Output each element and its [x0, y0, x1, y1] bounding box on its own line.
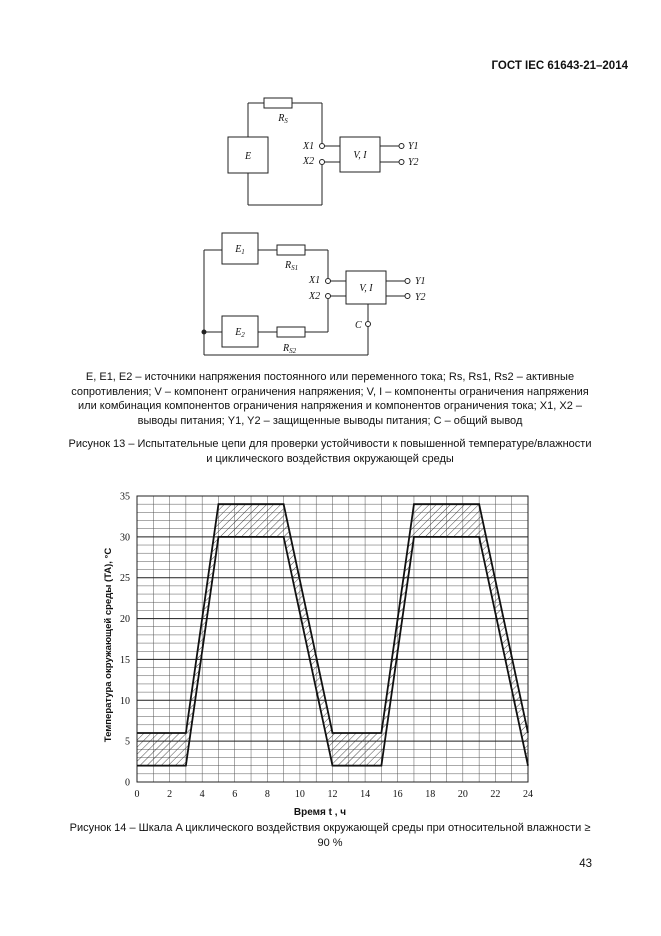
resistor-rs1	[277, 245, 305, 255]
legend-line-3: или комбинация компонентов ограничения напряжения и компонентов ограничения тока; X1, X2 –	[78, 400, 582, 412]
y-tick-label: 10	[120, 695, 130, 707]
figure-13-line-1: Рисунок 13 – Испытательные цепи для проверки устойчивости к повышенной температуре/влажности	[68, 438, 592, 450]
figure-13-line-2: и циклического воздействия окружающей среды	[206, 452, 454, 465]
legend-line-1: E, E1, E2 – источники напряжения постоянного или переменного тока; Rs, Rs1, Rs2 – активные	[85, 371, 575, 383]
y-axis-label: Температура окружающей среды (TA), °C	[103, 547, 114, 743]
figure-14-line-1: Рисунок 14 – Шкала A циклического воздействия окружающей среды при относительной влажности ≥	[69, 822, 591, 834]
component-vi-label: V, I	[353, 150, 367, 161]
x-tick-label: 6	[232, 789, 238, 800]
circuit-diagram-2	[0, 215, 661, 365]
x-tick-label: 8	[264, 789, 270, 800]
legend-line-4: выводы питания; Y1, Y2 – защищенные выводы питания; C – общий вывод	[137, 414, 523, 427]
x-tick-label: 20	[457, 789, 468, 800]
output-y1-label-2: Y1	[415, 276, 426, 287]
x-tick-label: 10	[294, 789, 305, 800]
x-tick-label: 4	[199, 789, 205, 800]
legend-line-2: сопротивления; V – компонент ограничения напряжения; V, I – компоненты ограничения напряжения	[71, 385, 589, 398]
temperature-cycle-chart	[0, 480, 661, 820]
y-tick-label: 5	[125, 736, 130, 748]
circuit-legend	[70, 370, 590, 428]
x-axis-label: Время t , ч	[293, 807, 347, 818]
y-tick-label: 35	[120, 491, 130, 503]
y-tick-label: 20	[120, 614, 130, 626]
terminal-x1-label: X1	[303, 141, 315, 152]
y-tick-label: 25	[120, 573, 130, 585]
svg-text:E2: $E_2$	[235, 327, 245, 339]
svg-text:E1: $E_1$	[235, 244, 245, 256]
resistor-rs	[264, 98, 292, 108]
y-tick-label: 0	[125, 777, 130, 789]
x-tick-label: 24	[523, 789, 533, 800]
svg-text:RS2: $R_{S2}$	[283, 343, 297, 355]
figure-13-caption	[40, 437, 620, 466]
x-tick-label: 12	[327, 789, 338, 800]
x-tick-label: 0	[134, 789, 140, 800]
common-c-label: C	[355, 320, 362, 331]
output-y2-label: Y2	[408, 157, 419, 168]
x-tick-label: 14	[360, 789, 371, 800]
page-number: 43	[579, 858, 592, 870]
x-tick-label: 18	[425, 789, 436, 800]
terminal-x1-label-2: X1	[309, 275, 321, 286]
y-tick-label: 15	[120, 654, 130, 666]
component-vi-label-2: V, I	[359, 283, 373, 294]
output-y2-label-2: Y2	[415, 292, 426, 303]
output-y1-label: Y1	[408, 141, 419, 152]
x-tick-label: 16	[392, 789, 403, 800]
figure-14-line-2: 90 %	[317, 836, 343, 849]
standard-header: ГОСТ IEC 61643-21–2014	[491, 60, 628, 72]
y-tick-label: 30	[120, 532, 130, 544]
terminal-x2-label: X2	[303, 156, 315, 167]
circuit-diagram-1	[0, 0, 661, 215]
svg-text:RS1: $R_{S1}$	[285, 260, 299, 272]
terminal-x2-label-2: X2	[309, 291, 321, 302]
figure-14-caption	[40, 821, 620, 850]
resistor-rs2	[277, 327, 305, 337]
x-tick-label: 2	[167, 789, 173, 800]
svg-text:RS: $R_S$	[278, 113, 288, 125]
x-tick-label: 22	[490, 789, 501, 800]
source-e-label: E	[244, 151, 252, 162]
